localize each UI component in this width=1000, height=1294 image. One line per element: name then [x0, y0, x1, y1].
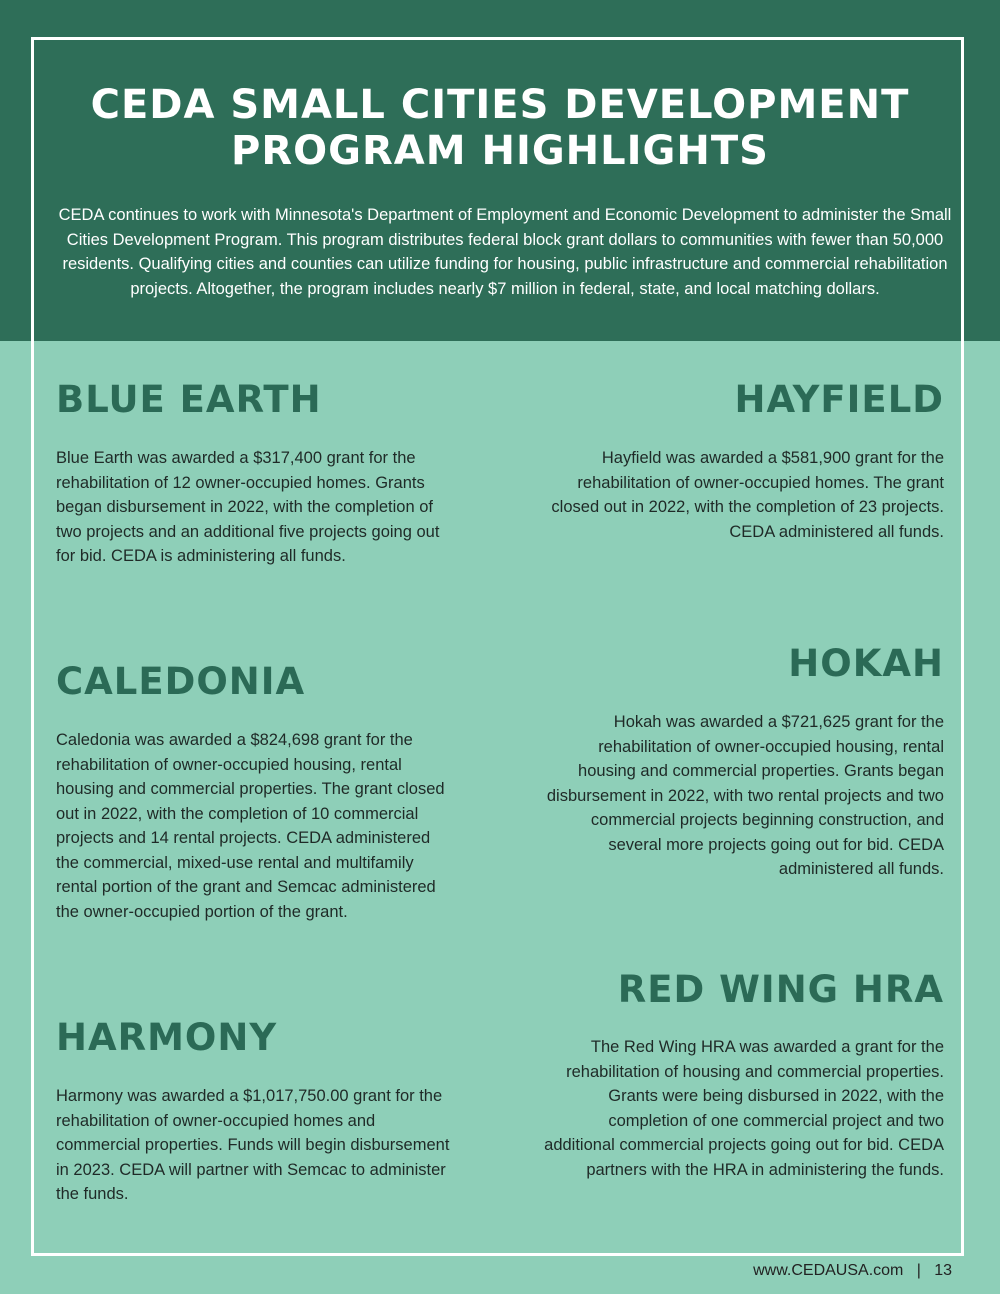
heading-hokah: HOKAH: [788, 642, 944, 685]
body-harmony: Harmony was awarded a $1,017,750.00 grant for the rehabilitation of owner-occupied homes and commercial properties. Funds will begin disbursement in 2023. CEDA will partner with Semcac to administer the funds.: [56, 1087, 450, 1203]
page-title-line-1: CEDA SMALL CITIES DEVELOPMENT: [90, 82, 910, 128]
page-title: [0, 82, 1000, 174]
heading-blue-earth: BLUE EARTH: [56, 378, 322, 421]
heading-caledonia: CALEDONIA: [56, 660, 306, 703]
page-number: 13: [934, 1262, 952, 1279]
intro-paragraph: CEDA continues to work with Minnesota's Department of Employment and Economic Development to administer the Small Cities Development Program. This program distributes federal block grant dollars to communities with fewer than 50,000 residents. Qualifying cities and counties can utilize funding for housing, public infrastructure and commercial rehabilitation projects. Altogether, the program includes nearly $7 million in federal, state, and local matching dollars.: [58, 206, 952, 298]
body-hayfield: Hayfield was awarded a $581,900 grant for the rehabilitation of owner-occupied homes. The grant closed out in 2022, with the completion of 23 projects. CEDA administered all funds.: [551, 449, 944, 541]
footer-separator: |: [916, 1262, 921, 1279]
heading-red-wing-hra: RED WING HRA: [617, 968, 944, 1011]
body-hokah: Hokah was awarded a $721,625 grant for the rehabilitation of owner-occupied housing, rental housing and commercial properties. Grants began disbursement in 2022, with two rental projects and two commercial projects beginning construction, and several more projects going out for bid. CEDA administered all funds.: [546, 713, 944, 878]
page-title-line-2: PROGRAM HIGHLIGHTS: [231, 128, 769, 174]
body-blue-earth: Blue Earth was awarded a $317,400 grant for the rehabilitation of 12 owner-occupied homes. Grants began disbursement in 2022, with the completion of two projects and an additional five projects going out for bid. CEDA is administering all funds.: [56, 449, 440, 565]
body-caledonia: Caledonia was awarded a $824,698 grant for the rehabilitation of owner-occupied housing, rental housing and commercial properties. The grant closed out in 2022, with the completion of 10 commercial projects and 14 rental projects. CEDA administered the commercial, mixed-use rental and multifamily rental portion of the grant and Semcac administered the owner-occupied portion of the grant.: [56, 731, 445, 921]
heading-hayfield: HAYFIELD: [734, 378, 944, 421]
page-footer: [753, 1262, 952, 1280]
heading-harmony: HARMONY: [56, 1016, 278, 1059]
body-red-wing-hra: The Red Wing HRA was awarded a grant for the rehabilitation of housing and commercial properties. Grants were being disbursed in 2022, with the completion of one commercial project and two additional commercial projects going out for bid. CEDA partners with the HRA in administering the funds.: [544, 1038, 944, 1179]
footer-url[interactable]: www.CEDAUSA.com: [753, 1262, 904, 1279]
